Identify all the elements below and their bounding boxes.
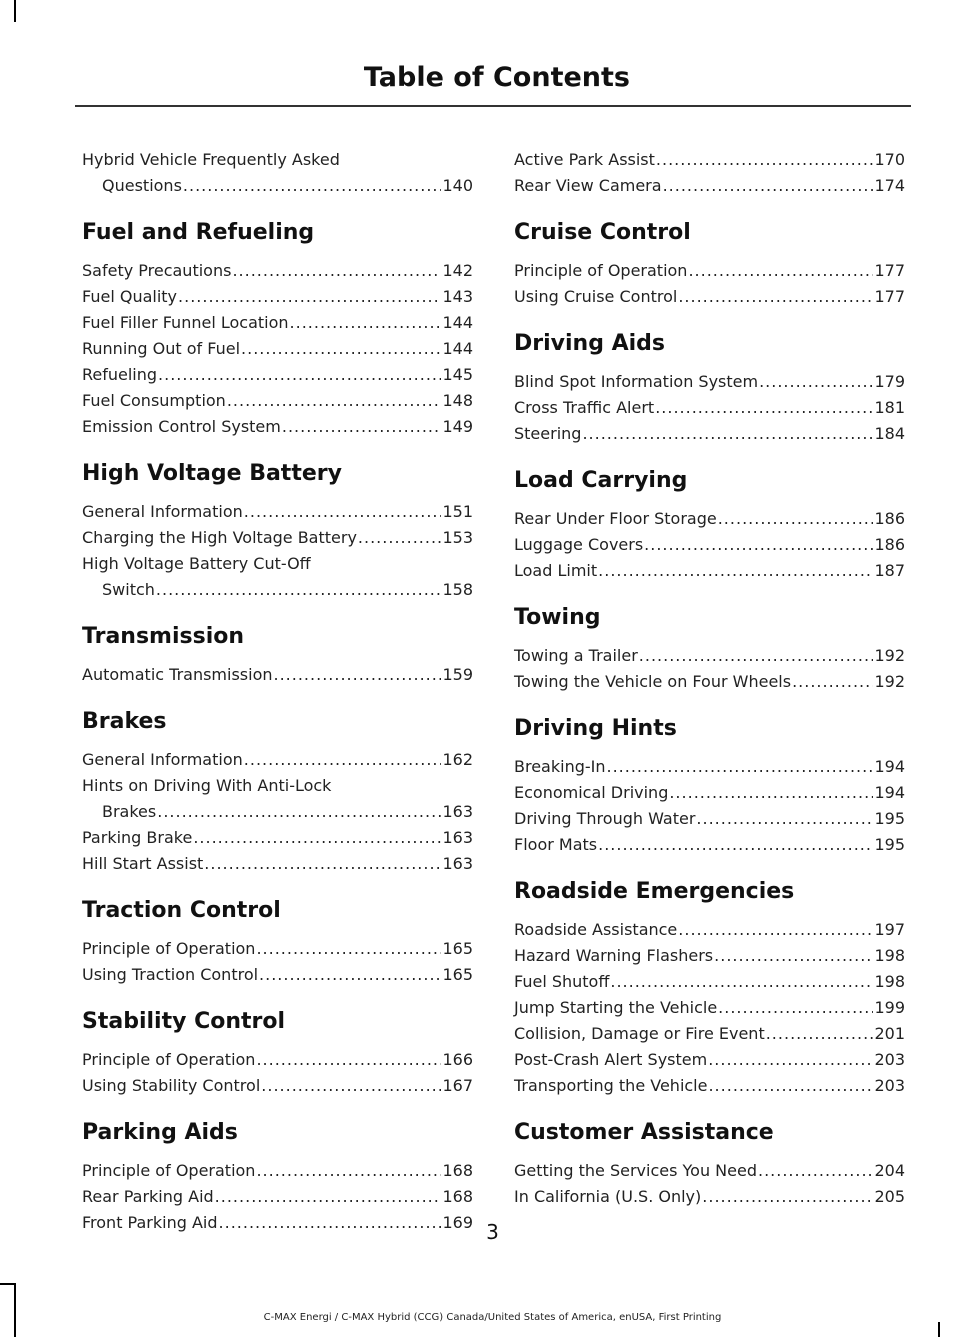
toc-entry[interactable] <box>82 499 473 525</box>
toc-entry[interactable] <box>514 1021 905 1047</box>
toc-entry[interactable] <box>514 506 905 532</box>
toc-entry[interactable] <box>82 1073 473 1099</box>
toc-entry[interactable] <box>82 284 473 310</box>
toc-entry-title: In California (U.S. Only) <box>514 1187 702 1206</box>
toc-entry-title: Safety Precautions <box>82 261 232 280</box>
toc-section-title[interactable]: Driving Hints <box>514 716 677 741</box>
dot-leader <box>607 754 874 780</box>
toc-entry-page: 167 <box>442 1076 473 1095</box>
toc-entry[interactable] <box>82 258 473 284</box>
toc-entry-page: 187 <box>874 561 905 580</box>
toc-entry[interactable] <box>514 532 905 558</box>
toc-entry-page: 148 <box>442 391 473 410</box>
dot-leader <box>610 969 873 995</box>
toc-entry-page: 203 <box>874 1076 905 1095</box>
dot-leader <box>241 336 441 362</box>
dot-leader <box>598 832 873 858</box>
toc-section <box>82 603 473 688</box>
toc-entry-title: Parking Brake <box>82 828 193 847</box>
toc-entry[interactable] <box>514 1158 905 1184</box>
toc-entry[interactable] <box>514 258 905 284</box>
toc-entry[interactable] <box>82 851 473 877</box>
dot-leader <box>656 147 874 173</box>
toc-section <box>514 858 905 1099</box>
toc-entry-page: 197 <box>874 920 905 939</box>
toc-entry-title: Load Limit <box>514 561 598 580</box>
toc-entry[interactable] <box>514 369 905 395</box>
toc-entry-title: Refueling <box>82 365 158 384</box>
toc-entry[interactable] <box>82 1047 473 1073</box>
dot-leader <box>718 506 874 532</box>
dot-leader <box>718 995 873 1021</box>
toc-section <box>514 1099 905 1210</box>
toc-entry-page: 195 <box>874 835 905 854</box>
toc-entry-title: Principle of Operation <box>82 1161 256 1180</box>
toc-entry-title: Charging the High Voltage Battery <box>82 528 357 547</box>
toc-entry-title: Principle of Operation <box>514 261 688 280</box>
toc-entry-page: 140 <box>442 176 473 195</box>
toc-entry-title: Active Park Assist <box>514 150 655 169</box>
toc-entry-page: 186 <box>874 509 905 528</box>
toc-entry[interactable] <box>514 969 905 995</box>
toc-entry-title: Automatic Transmission <box>82 665 273 684</box>
toc-entry-title: Rear View Camera <box>514 176 662 195</box>
toc-entry[interactable] <box>514 558 905 584</box>
toc-entry[interactable] <box>82 936 473 962</box>
toc-entry-page: 162 <box>442 750 473 769</box>
toc-entry[interactable] <box>82 747 473 773</box>
toc-entry[interactable] <box>514 421 905 447</box>
toc-entry-page: 158 <box>442 580 473 599</box>
toc-entry-title-line1: Hints on Driving With Anti-Lock <box>82 776 332 795</box>
dot-leader <box>766 1021 874 1047</box>
toc-entry-title: Using Stability Control <box>82 1076 261 1095</box>
toc-entry[interactable] <box>514 1073 905 1099</box>
toc-entry-title: Towing the Vehicle on Four Wheels <box>514 672 792 691</box>
toc-column-left <box>82 147 473 1236</box>
toc-entry-page: 153 <box>442 528 473 547</box>
dot-leader <box>678 284 873 310</box>
toc-section-title[interactable]: Traction Control <box>82 898 281 923</box>
toc-section <box>514 447 905 584</box>
toc-entry-page: 169 <box>442 1213 473 1232</box>
dot-leader <box>193 825 441 851</box>
toc-entry-page: 168 <box>442 1161 473 1180</box>
toc-entry-title: Luggage Covers <box>514 535 644 554</box>
dot-leader <box>669 780 873 806</box>
toc-entry-title: Principle of Operation <box>82 1050 256 1069</box>
dot-leader <box>655 395 873 421</box>
toc-entry[interactable] <box>514 754 905 780</box>
toc-entry-page: 186 <box>874 535 905 554</box>
dot-leader <box>232 258 441 284</box>
dot-leader <box>256 1047 441 1073</box>
dot-leader <box>259 962 441 988</box>
toc-entry-title: Using Traction Control <box>82 965 259 984</box>
dot-leader <box>663 173 874 199</box>
toc-section-title[interactable]: Customer Assistance <box>514 1120 774 1145</box>
toc-entry[interactable] <box>82 388 473 414</box>
toc-entry[interactable] <box>514 395 905 421</box>
toc-entry[interactable] <box>82 1184 473 1210</box>
toc-entry-title: Fuel Quality <box>82 287 178 306</box>
dot-leader <box>178 284 441 310</box>
toc-entry-page: 204 <box>874 1161 905 1180</box>
toc-entry-page: 143 <box>442 287 473 306</box>
toc-entry-title: Fuel Filler Funnel Location <box>82 313 289 332</box>
dot-leader <box>358 525 442 551</box>
dot-leader <box>639 643 874 669</box>
toc-section <box>82 988 473 1099</box>
toc-entry-continuation <box>82 799 473 825</box>
toc-entry-title: Fuel Consumption <box>82 391 226 410</box>
toc-entry[interactable] <box>82 525 473 551</box>
toc-section-title[interactable]: Transmission <box>82 624 245 649</box>
toc-section <box>514 584 905 695</box>
toc-entry[interactable] <box>82 962 473 988</box>
toc-section-title[interactable]: Cruise Control <box>514 220 691 245</box>
toc-entry-page: 170 <box>874 150 905 169</box>
toc-entry-title: Rear Under Floor Storage <box>514 509 717 528</box>
toc-entry-title: Rear Parking Aid <box>82 1187 214 1206</box>
toc-entry-title: Steering <box>514 424 582 443</box>
crop-mark-top-left <box>14 0 16 22</box>
toc-entry-title: Collision, Damage or Fire Event <box>514 1024 765 1043</box>
toc-section <box>82 199 473 440</box>
toc-entry[interactable] <box>514 173 905 199</box>
toc-entry-title: Towing a Trailer <box>514 646 638 665</box>
dot-leader <box>256 936 441 962</box>
dot-leader <box>204 851 441 877</box>
toc-section <box>82 440 473 603</box>
toc-section-title[interactable]: Parking Aids <box>82 1120 238 1145</box>
toc-entry-page: 174 <box>874 176 905 195</box>
dot-leader <box>714 943 873 969</box>
toc-entry-page: 181 <box>874 398 905 417</box>
toc-entry-page: 192 <box>874 646 905 665</box>
footer-text: C-MAX Energi / C-MAX Hybrid (CCG) Canada/United States of America, enUSA, First Printing <box>263 1312 722 1323</box>
dot-leader <box>183 173 442 199</box>
toc-entry-title-line1: High Voltage Battery Cut-Off <box>82 554 311 573</box>
dot-leader <box>702 1184 873 1210</box>
toc-section-title[interactable]: Load Carrying <box>514 468 688 493</box>
dot-leader <box>644 532 873 558</box>
toc-entry-title: Transporting the Vehicle <box>514 1076 708 1095</box>
toc-entry-page: 144 <box>442 339 473 358</box>
toc-entry-title: Hill Start Assist <box>82 854 204 873</box>
toc-entry[interactable] <box>514 917 905 943</box>
toc-entry-page: 194 <box>874 757 905 776</box>
toc-entry[interactable] <box>514 284 905 310</box>
toc-entry-page: 168 <box>442 1187 473 1206</box>
toc-entry-page: 205 <box>874 1187 905 1206</box>
toc-entry[interactable] <box>82 825 473 851</box>
toc-entry-title: Economical Driving <box>514 783 669 802</box>
toc-section-title[interactable]: Fuel and Refueling <box>82 220 315 245</box>
toc-column-right <box>514 147 905 1210</box>
dot-leader <box>256 1158 441 1184</box>
toc-section-title[interactable]: Driving Aids <box>514 331 666 356</box>
toc-entry-title: Blind Spot Information System <box>514 372 759 391</box>
toc-entry[interactable] <box>514 1184 905 1210</box>
page-title: Table of Contents <box>363 62 630 93</box>
toc-entry-page: 149 <box>442 417 473 436</box>
toc-entry-page: 165 <box>442 965 473 984</box>
toc-entry-title-line2: Questions <box>102 176 182 195</box>
toc-entry-title: Jump Starting the Vehicle <box>514 998 718 1017</box>
crop-mark-bottom-right <box>938 1322 940 1337</box>
dot-leader <box>158 362 441 388</box>
dot-leader <box>582 421 873 447</box>
toc-entry[interactable] <box>514 643 905 669</box>
dot-leader <box>290 310 442 336</box>
toc-entry-title: General Information <box>82 750 243 769</box>
toc-intro-group <box>82 147 473 199</box>
toc-entry-page: 151 <box>442 502 473 521</box>
dot-leader <box>792 669 873 695</box>
toc-entry[interactable] <box>82 1158 473 1184</box>
dot-leader <box>696 806 873 832</box>
toc-entry-page: 192 <box>874 672 905 691</box>
toc-entry-title: Post-Crash Alert System <box>514 1050 708 1069</box>
toc-section <box>82 1099 473 1236</box>
dot-leader <box>282 414 442 440</box>
toc-entry-title-line1: Hybrid Vehicle Frequently Asked <box>82 150 340 169</box>
toc-entry-page: 198 <box>874 972 905 991</box>
toc-entry[interactable] <box>514 780 905 806</box>
dot-leader <box>759 369 873 395</box>
dot-leader <box>244 499 442 525</box>
toc-section-title[interactable]: Towing <box>514 605 601 630</box>
dot-leader <box>678 917 873 943</box>
dot-leader <box>274 662 442 688</box>
toc-entry-page: 195 <box>874 809 905 828</box>
toc-section <box>514 310 905 447</box>
toc-entry-title: Front Parking Aid <box>82 1213 218 1232</box>
toc-entry[interactable] <box>82 362 473 388</box>
toc-entry-page: 198 <box>874 946 905 965</box>
toc-entry-title: Principle of Operation <box>82 939 256 958</box>
toc-entry-title: Getting the Services You Need <box>514 1161 757 1180</box>
toc-entry-page: 163 <box>442 802 473 821</box>
toc-entry-page: 145 <box>442 365 473 384</box>
toc-entry-page: 165 <box>442 939 473 958</box>
toc-entry-page: 199 <box>874 998 905 1017</box>
toc-entry-title: Emission Control System <box>82 417 281 436</box>
dot-leader <box>156 577 442 603</box>
toc-entry-title: General Information <box>82 502 243 521</box>
toc-entry-page: 166 <box>442 1050 473 1069</box>
toc-entry[interactable] <box>82 551 473 603</box>
toc-section-title[interactable]: High Voltage Battery <box>82 461 342 486</box>
page-number: 3 <box>486 1220 499 1244</box>
toc-entry[interactable] <box>514 832 905 858</box>
toc-entry-page: 184 <box>874 424 905 443</box>
toc-entry-page: 142 <box>442 261 473 280</box>
toc-entry-page: 163 <box>442 854 473 873</box>
toc-entry-page: 194 <box>874 783 905 802</box>
toc-entry-title: Fuel Shutoff <box>514 972 610 991</box>
toc-entry-title: Roadside Assistance <box>514 920 678 939</box>
toc-entry-continuation <box>82 173 473 199</box>
toc-entry[interactable] <box>82 336 473 362</box>
toc-entry-page: 179 <box>874 372 905 391</box>
dot-leader <box>244 747 442 773</box>
toc-entry[interactable] <box>514 995 905 1021</box>
dot-leader <box>758 1158 873 1184</box>
toc-entry-title: Using Cruise Control <box>514 287 678 306</box>
toc-section <box>514 695 905 858</box>
dot-leader <box>261 1073 441 1099</box>
dot-leader <box>227 388 442 414</box>
toc-entry[interactable] <box>82 310 473 336</box>
toc-entry[interactable] <box>514 147 905 173</box>
toc-section <box>514 199 905 310</box>
toc-entry[interactable] <box>514 1047 905 1073</box>
toc-entry-title-line2: Switch <box>102 580 155 599</box>
dot-leader <box>215 1184 442 1210</box>
toc-section-title[interactable]: Stability Control <box>82 1009 286 1034</box>
toc-section <box>82 877 473 988</box>
dot-leader <box>688 258 873 284</box>
toc-entry-title: Driving Through Water <box>514 809 696 828</box>
toc-entry-page: 144 <box>442 313 473 332</box>
toc-section-title[interactable]: Roadside Emergencies <box>514 879 795 904</box>
toc-entry[interactable] <box>82 147 473 199</box>
toc-entry-page: 177 <box>874 261 905 280</box>
toc-entry-page: 163 <box>442 828 473 847</box>
dot-leader <box>708 1073 873 1099</box>
toc-entry[interactable] <box>82 773 473 825</box>
dot-leader <box>708 1047 873 1073</box>
toc-entry-page: 177 <box>874 287 905 306</box>
toc-entry[interactable] <box>514 669 905 695</box>
toc-entry-title: Cross Traffic Alert <box>514 398 655 417</box>
toc-entry-title: Running Out of Fuel <box>82 339 241 358</box>
toc-entry-title: Breaking-In <box>514 757 606 776</box>
dot-leader <box>598 558 873 584</box>
toc-entry-title: Floor Mats <box>514 835 598 854</box>
toc-entry-title: Hazard Warning Flashers <box>514 946 714 965</box>
toc-section <box>82 688 473 877</box>
toc-entry[interactable] <box>514 943 905 969</box>
crop-mark-bottom-left-h <box>0 1283 14 1285</box>
toc-entry-continuation <box>82 577 473 603</box>
toc-entry-page: 159 <box>442 665 473 684</box>
toc-section-title[interactable]: Brakes <box>82 709 167 734</box>
header-divider <box>75 105 911 107</box>
toc-entry-page: 201 <box>874 1024 905 1043</box>
crop-mark-bottom-left <box>14 1283 16 1337</box>
dot-leader <box>157 799 441 825</box>
toc-entry[interactable] <box>82 414 473 440</box>
toc-entry-page: 203 <box>874 1050 905 1069</box>
toc-intro-group <box>514 147 905 199</box>
toc-entry[interactable] <box>514 806 905 832</box>
toc-entry-title-line2: Brakes <box>102 802 157 821</box>
toc-entry[interactable] <box>82 662 473 688</box>
